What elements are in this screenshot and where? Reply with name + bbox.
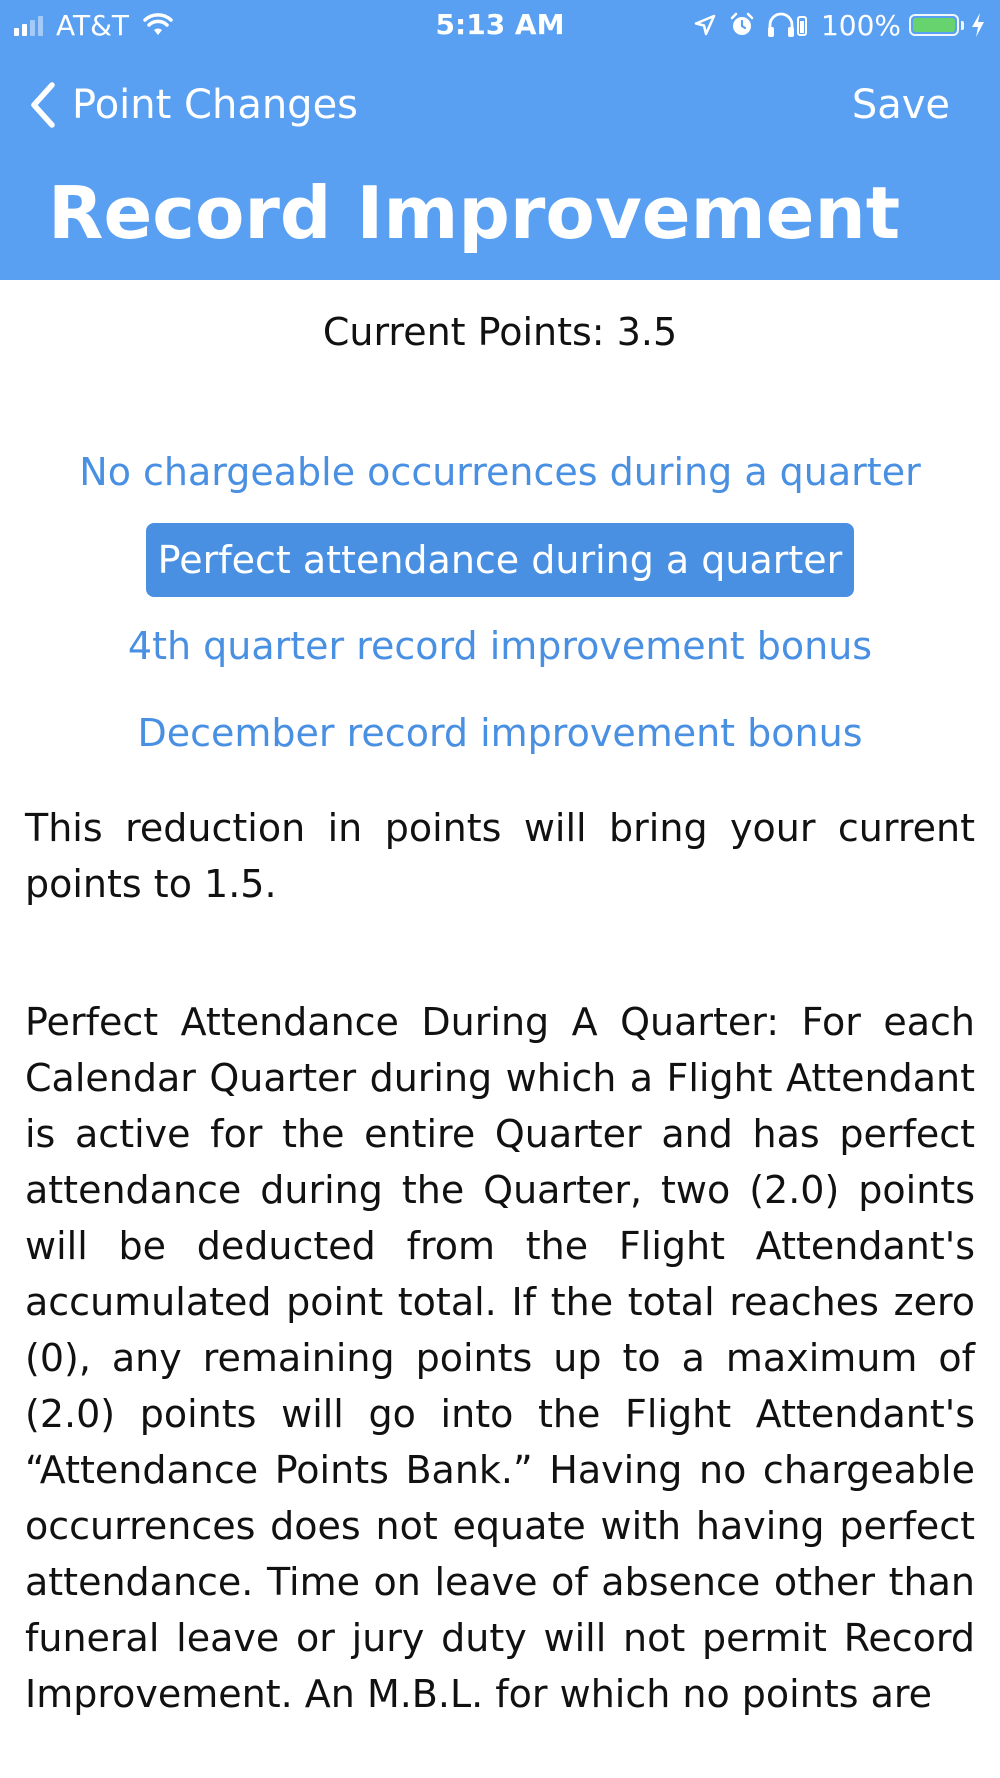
- battery-percent: 100%: [820, 8, 901, 42]
- current-points-label: Current Points: 3.5: [322, 310, 678, 354]
- back-button-label: Point Changes: [72, 82, 359, 128]
- battery-cap: [961, 21, 964, 30]
- nav-bar: [0, 70, 1000, 140]
- location-arrow-icon: [693, 13, 717, 37]
- status-right: [681, 8, 986, 42]
- option-4th-quarter-bonus[interactable]: 4th quarter record improvement bonus: [127, 624, 873, 668]
- option-perfect-attendance[interactable]: Perfect attendance during a quarter: [146, 523, 855, 597]
- option-row-december-bonus: [0, 697, 1000, 784]
- alarm-clock-icon: [729, 12, 755, 38]
- back-button[interactable]: [28, 76, 358, 134]
- option-december-bonus[interactable]: December record improvement bonus: [137, 711, 863, 755]
- option-row-4th-quarter-bonus: [0, 610, 1000, 697]
- improvement-options: [0, 436, 1000, 784]
- status-time: 5:13 AM: [435, 8, 565, 41]
- save-button[interactable]: Save: [851, 82, 950, 128]
- header: [0, 0, 1000, 280]
- chevron-left-icon: [28, 81, 56, 129]
- carrier-label: AT&T: [56, 8, 130, 42]
- option-row-no-chargeable: [0, 436, 1000, 523]
- page-title: Record Improvement: [48, 171, 901, 255]
- headphones-icon: [767, 12, 809, 38]
- status-bar: [0, 0, 1000, 50]
- points-summary: This reduction in points will bring your current points to 1.5.: [25, 806, 975, 906]
- option-no-chargeable-occurrences[interactable]: No chargeable occurrences during a quarter: [79, 450, 921, 494]
- option-description: Perfect Attendance During A Quarter: For each Calendar Quarter during which a Flight Attendant is active for the entire Quarter and has perfect attendance during the Quarter, two (2.0) points will be deducted from the Flight Attendant's accumulated point total. If the total reaches zero (0), any remaining points up to a maximum of (2.0) points will go into the Flight Attendant's “Attendance Points Bank.” Having no chargeable occurrences does not equate with having perfect attendance. Time on leave of absence other than funeral leave or jury duty will not permit Record Improvement. An M.B.L. for which no points are: [25, 1000, 975, 1716]
- battery-icon: [909, 14, 959, 36]
- option-row-perfect-attendance: [0, 523, 1000, 610]
- charging-bolt-icon: [970, 12, 986, 38]
